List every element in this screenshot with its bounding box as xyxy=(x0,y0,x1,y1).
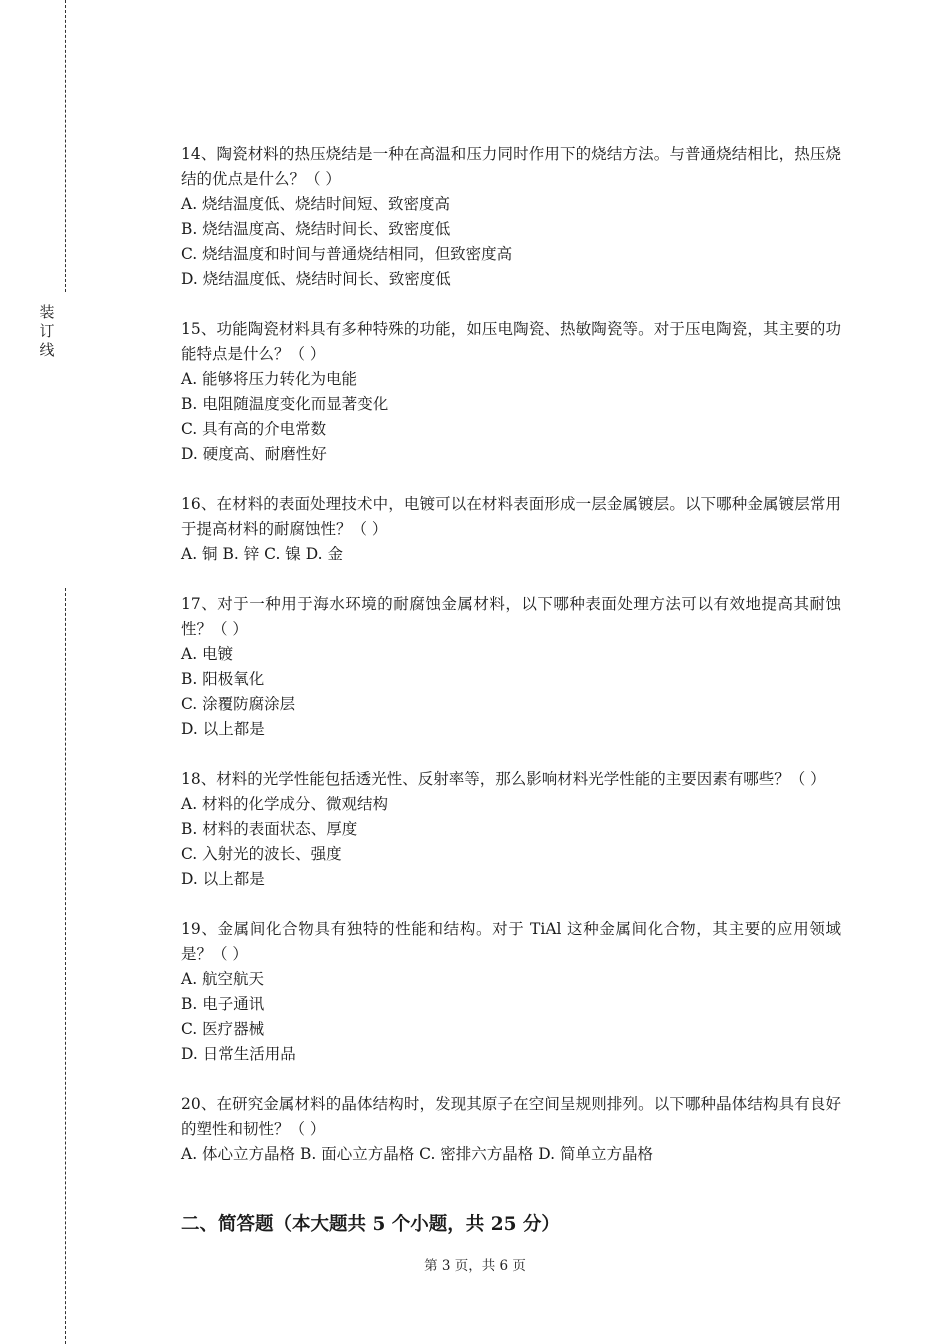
question-17 xyxy=(181,592,841,742)
options-inline: A. 铜 B. 锌 C. 镍 D. 金 xyxy=(181,545,343,563)
option-b: B. 材料的表面状态、厚度 xyxy=(181,820,358,838)
option-a: A. 能够将压力转化为电能 xyxy=(181,370,358,388)
option-b: B. 电阻随温度变化而显著变化 xyxy=(181,395,389,413)
question-text: 16、在材料的表面处理技术中，电镀可以在材料表面形成一层金属镀层。以下哪种金属镀层常用于提高材料的耐腐蚀性？（ ） xyxy=(181,495,841,538)
binding-char: 装 xyxy=(39,303,55,321)
option-a: A. 航空航天 xyxy=(181,970,265,988)
section-title: 二、简答题（本大题共 5 个小题，共 25 分） xyxy=(181,1214,560,1235)
option-d: D. 以上都是 xyxy=(181,870,265,888)
option-b: B. 电子通讯 xyxy=(181,995,265,1013)
option-d: D. 烧结温度低、烧结时间长、致密度低 xyxy=(181,270,451,288)
question-16 xyxy=(181,492,841,567)
question-text: 18、材料的光学性能包括透光性、反射率等，那么影响材料光学性能的主要因素有哪些？（ ） xyxy=(181,770,826,788)
question-14 xyxy=(181,142,841,292)
option-c: C. 涂覆防腐涂层 xyxy=(181,695,296,713)
question-20 xyxy=(181,1092,841,1167)
question-text: 14、陶瓷材料的热压烧结是一种在高温和压力同时作用下的烧结方法。与普通烧结相比，热压烧结的优点是什么？（ ） xyxy=(181,145,841,188)
option-a: A. 材料的化学成分、微观结构 xyxy=(181,795,389,813)
option-a: A. 电镀 xyxy=(181,645,234,663)
page-footer: 第 3 页，共 6 页 xyxy=(424,1258,526,1274)
option-c: C. 医疗器械 xyxy=(181,1020,265,1038)
binding-line-top xyxy=(65,0,66,292)
option-c: C. 入射光的波长、强度 xyxy=(181,845,342,863)
option-a: A. 烧结温度低、烧结时间短、致密度高 xyxy=(181,195,451,213)
binding-label xyxy=(37,303,57,360)
question-text: 17、对于一种用于海水环境的耐腐蚀金属材料，以下哪种表面处理方法可以有效地提高其耐蚀性？（ ） xyxy=(181,595,841,638)
option-d: D. 硬度高、耐磨性好 xyxy=(181,445,327,463)
options-inline: A. 体心立方晶格 B. 面心立方晶格 C. 密排六方晶格 D. 简单立方晶格 xyxy=(181,1145,653,1163)
binding-char: 订 xyxy=(39,322,55,340)
question-text: 19、金属间化合物具有独特的性能和结构。对于 TiAl 这种金属间化合物，其主要的应用领域是？（ ） xyxy=(181,920,841,963)
option-c: C. 烧结温度和时间与普通烧结相同，但致密度高 xyxy=(181,245,513,263)
question-text: 15、功能陶瓷材料具有多种特殊的功能，如压电陶瓷、热敏陶瓷等。对于压电陶瓷，其主要的功能特点是什么？（ ） xyxy=(181,320,841,363)
binding-line-bottom xyxy=(65,588,66,1344)
binding-char: 线 xyxy=(39,341,55,359)
option-d: D. 以上都是 xyxy=(181,720,265,738)
question-18 xyxy=(181,767,841,892)
question-19 xyxy=(181,917,841,1067)
option-b: B. 烧结温度高、烧结时间长、致密度低 xyxy=(181,220,451,238)
option-d: D. 日常生活用品 xyxy=(181,1045,296,1063)
question-text: 20、在研究金属材料的晶体结构时，发现其原子在空间呈规则排列。以下哪种晶体结构具有良好的塑性和韧性？（ ） xyxy=(181,1095,841,1138)
option-b: B. 阳极氧化 xyxy=(181,670,265,688)
question-15 xyxy=(181,317,841,467)
option-c: C. 具有高的介电常数 xyxy=(181,420,327,438)
questions-list xyxy=(181,142,841,1192)
